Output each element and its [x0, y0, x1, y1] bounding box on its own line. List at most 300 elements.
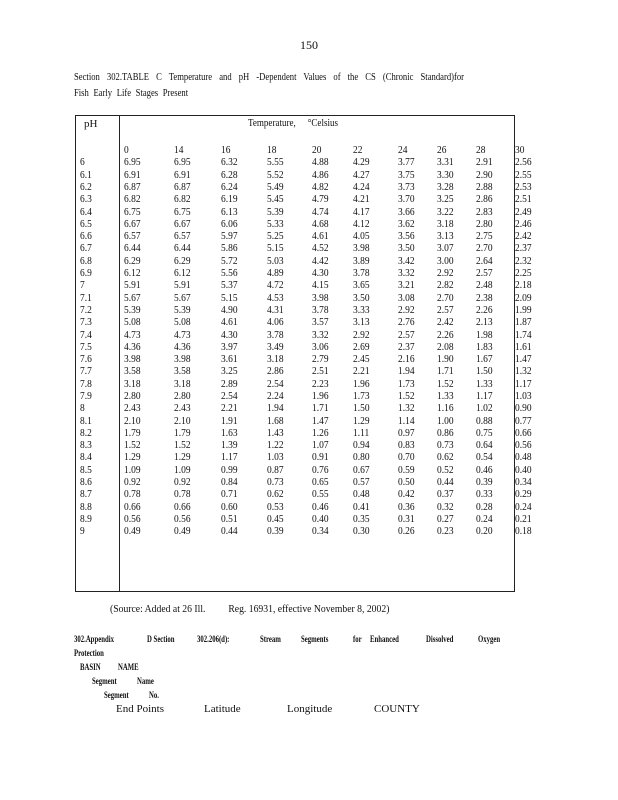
table-row [78, 268, 555, 280]
value-cell [476, 379, 515, 391]
table-row [78, 502, 555, 514]
appendix-title-word: for [353, 634, 362, 644]
value-cell [353, 366, 398, 378]
cs-value: 0.73 [267, 477, 284, 489]
value-cell [122, 256, 174, 268]
value-cell [174, 243, 221, 255]
ph-value: 6.5 [80, 218, 92, 230]
cs-value: 3.89 [353, 255, 370, 267]
value-cell [267, 452, 312, 464]
value-cell [174, 182, 221, 194]
value-cell [221, 465, 267, 477]
value-cell [398, 489, 437, 501]
value-cell [221, 305, 267, 317]
cs-value: 1.50 [476, 366, 493, 378]
value-cell [476, 342, 515, 354]
value-cell [476, 243, 515, 255]
cs-value: 2.69 [353, 341, 370, 353]
value-cell [122, 157, 174, 169]
cs-value: 1.29 [174, 452, 191, 464]
temperature-cell [476, 145, 515, 157]
cs-value: 6.13 [221, 206, 238, 218]
value-cell [476, 428, 515, 440]
ph-value: 8.8 [80, 501, 92, 513]
cs-value: 0.45 [267, 513, 284, 525]
cs-value: 1.71 [437, 366, 454, 378]
cs-value: 0.91 [312, 452, 329, 464]
value-cell [221, 256, 267, 268]
value-cell [353, 391, 398, 403]
temperature-cell [515, 145, 555, 157]
cs-value: 5.33 [267, 218, 284, 230]
cs-value: 0.32 [437, 501, 454, 513]
cs-value: 1.94 [398, 366, 415, 378]
value-cell [437, 231, 476, 243]
value-cell [476, 403, 515, 415]
value-cell [353, 256, 398, 268]
value-cell [437, 157, 476, 169]
ph-value: 8.9 [80, 513, 92, 525]
cs-value: 3.22 [437, 206, 454, 218]
cs-value: 0.62 [437, 452, 454, 464]
value-cell [476, 366, 515, 378]
cs-value: 4.27 [353, 169, 370, 181]
cs-value: 6.57 [124, 231, 141, 243]
cs-value: 4.30 [312, 268, 329, 280]
ph-value: 6.9 [80, 268, 92, 280]
value-cell [312, 206, 353, 218]
value-cell [221, 293, 267, 305]
value-cell [174, 342, 221, 354]
cs-value: 2.45 [353, 354, 370, 366]
cs-value: 1.47 [515, 354, 532, 366]
cs-value: 1.74 [515, 329, 532, 341]
temperature-unit-label: °Celsius [307, 118, 339, 129]
cs-value: 2.76 [398, 317, 415, 329]
value-cell [221, 280, 267, 292]
source-note-part2: Reg. 16931, effective November 8, 2002) [228, 603, 390, 615]
appendix-title-word: Enhanced [370, 634, 399, 644]
ph-cell [78, 502, 122, 514]
cs-value: 1.39 [221, 440, 238, 452]
cs-value: 2.80 [124, 390, 141, 402]
ph-value: 7.4 [80, 329, 92, 341]
ph-cell [78, 489, 122, 501]
value-cell [174, 219, 221, 231]
cs-value: 2.75 [476, 231, 493, 243]
ph-cell [78, 366, 122, 378]
cs-value: 1.63 [221, 427, 238, 439]
value-cell [398, 219, 437, 231]
value-cell [221, 391, 267, 403]
value-cell [221, 514, 267, 526]
cs-value: 2.10 [174, 415, 191, 427]
cs-value: 0.55 [312, 489, 329, 501]
temperature-header [248, 118, 338, 129]
value-cell [515, 194, 555, 206]
cs-value: 5.08 [124, 317, 141, 329]
cs-value: 6.12 [174, 268, 191, 280]
page-number: 150 [300, 38, 318, 52]
value-cell [398, 157, 437, 169]
value-cell [267, 477, 312, 489]
value-cell [312, 477, 353, 489]
cs-value: 1.22 [267, 440, 284, 452]
cs-value: 3.97 [221, 341, 238, 353]
cs-value: 2.70 [476, 243, 493, 255]
value-cell [515, 428, 555, 440]
value-cell [312, 440, 353, 452]
value-cell [122, 317, 174, 329]
cs-value: 3.06 [312, 341, 329, 353]
cs-value: 1.67 [476, 354, 493, 366]
cs-value: 0.41 [353, 501, 370, 513]
value-cell [221, 403, 267, 415]
cs-value: 3.13 [353, 317, 370, 329]
value-cell [122, 206, 174, 218]
cs-value: 6.87 [174, 181, 191, 193]
cs-value: 0.73 [437, 440, 454, 452]
table-row [78, 170, 555, 182]
appendix-title-word: Dissolved [426, 634, 454, 644]
value-cell [476, 452, 515, 464]
cs-value: 2.80 [174, 390, 191, 402]
cs-value: 0.66 [515, 427, 532, 439]
cs-value: 2.89 [221, 378, 238, 390]
cs-value: 2.38 [476, 292, 493, 304]
cs-value: 1.29 [124, 452, 141, 464]
cs-value: 2.91 [476, 157, 493, 169]
cs-value: 4.86 [312, 169, 329, 181]
ph-value: 8.5 [80, 464, 92, 476]
cs-value: 5.03 [267, 255, 284, 267]
temperature-value: 18 [267, 145, 277, 157]
value-cell [174, 379, 221, 391]
value-cell [267, 194, 312, 206]
cs-value: 3.61 [221, 354, 238, 366]
cs-value: 0.64 [476, 440, 493, 452]
cs-value: 2.57 [476, 268, 493, 280]
value-cell [174, 391, 221, 403]
cs-value: 5.55 [267, 157, 284, 169]
ph-cell [78, 440, 122, 452]
cs-value: 2.32 [515, 255, 532, 267]
ph-cell [78, 194, 122, 206]
cs-value: 4.36 [124, 341, 141, 353]
value-cell [267, 219, 312, 231]
cs-value: 0.24 [515, 501, 532, 513]
value-cell [312, 428, 353, 440]
table-row [78, 206, 555, 218]
value-cell [221, 354, 267, 366]
ph-cell [78, 182, 122, 194]
cs-value: 0.83 [398, 440, 415, 452]
ph-value: 7.2 [80, 304, 92, 316]
value-cell [398, 243, 437, 255]
cs-value: 5.56 [221, 268, 238, 280]
column-latitude: Latitude [204, 703, 241, 715]
ph-value: 7.1 [80, 292, 92, 304]
table-row [78, 465, 555, 477]
temperature-cell [122, 145, 174, 157]
cs-value: 6.82 [174, 194, 191, 206]
value-cell [267, 256, 312, 268]
cs-value: 5.67 [174, 292, 191, 304]
table-row [78, 305, 555, 317]
value-cell [312, 489, 353, 501]
value-cell [398, 403, 437, 415]
cs-value: 0.75 [476, 427, 493, 439]
ph-value: 7.8 [80, 378, 92, 390]
value-cell [353, 489, 398, 501]
value-cell [476, 354, 515, 366]
value-cell [174, 416, 221, 428]
value-cell [221, 243, 267, 255]
value-cell [174, 514, 221, 526]
temperature-cell [437, 145, 476, 157]
cs-value: 5.49 [267, 181, 284, 193]
cs-value: 3.73 [398, 181, 415, 193]
value-cell [515, 182, 555, 194]
value-cell [398, 391, 437, 403]
value-cell [353, 465, 398, 477]
value-cell [476, 502, 515, 514]
cs-value: 1.61 [515, 341, 532, 353]
value-cell [476, 293, 515, 305]
value-cell [312, 379, 353, 391]
value-cell [312, 502, 353, 514]
value-cell [312, 305, 353, 317]
value-cell [437, 452, 476, 464]
value-cell [122, 465, 174, 477]
ph-cell [78, 514, 122, 526]
value-cell [476, 206, 515, 218]
value-cell [437, 366, 476, 378]
cs-value: 6.29 [174, 255, 191, 267]
cs-value: 3.56 [398, 231, 415, 243]
cs-value: 0.40 [515, 464, 532, 476]
value-cell [398, 502, 437, 514]
value-cell [437, 440, 476, 452]
ph-value: 7.7 [80, 366, 92, 378]
value-cell [515, 305, 555, 317]
value-cell [221, 477, 267, 489]
cs-value: 4.05 [353, 231, 370, 243]
cs-value: 5.45 [267, 194, 284, 206]
value-cell [476, 268, 515, 280]
cs-value: 1.29 [353, 415, 370, 427]
cs-value: 1.71 [312, 403, 329, 415]
appendix-name2-label: Name [137, 676, 154, 686]
temperature-cell [174, 145, 221, 157]
cs-value: 2.26 [476, 304, 493, 316]
cs-value: 0.78 [174, 489, 191, 501]
cs-value: 3.32 [312, 329, 329, 341]
cs-value: 0.50 [398, 477, 415, 489]
value-cell [267, 157, 312, 169]
cs-value: 0.46 [476, 464, 493, 476]
value-cell [437, 194, 476, 206]
cs-value: 3.66 [398, 206, 415, 218]
cs-value: 1.50 [353, 403, 370, 415]
cs-value: 3.07 [437, 243, 454, 255]
value-cell [122, 182, 174, 194]
cs-value: 1.68 [267, 415, 284, 427]
value-cell [437, 170, 476, 182]
cs-value: 0.48 [515, 452, 532, 464]
temperature-cell [221, 145, 267, 157]
temperature-value: 24 [398, 145, 408, 157]
value-cell [174, 317, 221, 329]
ph-value: 7 [80, 280, 85, 292]
value-cell [174, 366, 221, 378]
value-cell [515, 293, 555, 305]
cs-value: 6.57 [174, 231, 191, 243]
ph-cell [78, 526, 122, 538]
cs-value: 2.09 [515, 292, 532, 304]
value-cell [267, 428, 312, 440]
value-cell [515, 465, 555, 477]
value-cell [476, 194, 515, 206]
table-row [78, 157, 555, 169]
cs-value: 3.58 [174, 366, 191, 378]
cs-value: 4.42 [312, 255, 329, 267]
cs-value: 4.82 [312, 181, 329, 193]
cs-value: 0.84 [221, 477, 238, 489]
cs-value: 0.37 [437, 489, 454, 501]
source-note [110, 603, 389, 615]
table-row [78, 489, 555, 501]
value-cell [476, 465, 515, 477]
value-cell [267, 231, 312, 243]
cs-value: 0.99 [221, 464, 238, 476]
cs-value: 1.00 [437, 415, 454, 427]
value-cell [267, 182, 312, 194]
cs-value: 3.50 [398, 243, 415, 255]
appendix-title-word: Oxygen [478, 634, 501, 644]
value-cell [174, 403, 221, 415]
cs-value: 5.15 [267, 243, 284, 255]
cs-value: 0.70 [398, 452, 415, 464]
value-cell [174, 329, 221, 341]
ph-value: 6.1 [80, 169, 92, 181]
table-row [78, 256, 555, 268]
ph-value: 7.3 [80, 317, 92, 329]
cs-value: 0.39 [476, 477, 493, 489]
cs-value: 3.18 [437, 218, 454, 230]
table-row [78, 280, 555, 292]
value-cell [221, 366, 267, 378]
cs-value: 4.68 [312, 218, 329, 230]
cs-value: 4.24 [353, 181, 370, 193]
cs-value: 1.90 [437, 354, 454, 366]
table-row [78, 329, 555, 341]
value-cell [122, 342, 174, 354]
cs-value: 0.24 [476, 513, 493, 525]
cs-value: 0.65 [312, 477, 329, 489]
value-cell [267, 268, 312, 280]
cs-value: 1.52 [124, 440, 141, 452]
value-cell [437, 206, 476, 218]
value-cell [174, 489, 221, 501]
cs-value: 6.44 [174, 243, 191, 255]
value-cell [353, 157, 398, 169]
value-cell [174, 428, 221, 440]
value-cell [122, 403, 174, 415]
value-cell [221, 428, 267, 440]
ph-value: 8.4 [80, 452, 92, 464]
cs-value: 0.21 [515, 513, 532, 525]
ph-cell [78, 256, 122, 268]
cs-value: 4.12 [353, 218, 370, 230]
value-cell [122, 440, 174, 452]
cs-value: 2.55 [515, 169, 532, 181]
value-cell [267, 502, 312, 514]
cs-value: 2.21 [353, 366, 370, 378]
ph-value: 6 [80, 157, 85, 169]
value-cell [221, 440, 267, 452]
cs-value: 6.91 [124, 169, 141, 181]
ph-value: 7.5 [80, 341, 92, 353]
value-cell [312, 317, 353, 329]
cs-value: 1.17 [221, 452, 238, 464]
ph-value: 8.2 [80, 427, 92, 439]
cs-value: 0.86 [437, 427, 454, 439]
value-cell [174, 440, 221, 452]
cs-value: 0.52 [437, 464, 454, 476]
cs-value: 1.09 [124, 464, 141, 476]
value-cell [476, 526, 515, 538]
value-cell [437, 526, 476, 538]
cs-value: 2.37 [515, 243, 532, 255]
cs-value: 4.29 [353, 157, 370, 169]
value-cell [221, 157, 267, 169]
cs-value: 0.66 [174, 501, 191, 513]
value-cell [122, 219, 174, 231]
cs-value: 4.53 [267, 292, 284, 304]
ph-value: 8 [80, 403, 85, 415]
column-county: COUNTY [374, 703, 420, 715]
ph-cell [78, 354, 122, 366]
value-cell [398, 194, 437, 206]
value-cell [353, 293, 398, 305]
value-cell [267, 366, 312, 378]
value-cell [122, 452, 174, 464]
value-cell [353, 342, 398, 354]
value-cell [312, 243, 353, 255]
cs-value: 1.03 [267, 452, 284, 464]
value-cell [174, 256, 221, 268]
temperature-value: 20 [312, 145, 322, 157]
cs-value: 6.24 [221, 181, 238, 193]
cs-value: 1.91 [221, 415, 238, 427]
cs-value: 5.91 [124, 280, 141, 292]
cs-value: 3.42 [398, 255, 415, 267]
cs-value: 2.79 [312, 354, 329, 366]
table-row [78, 391, 555, 403]
value-cell [353, 514, 398, 526]
ph-column-header: pH [84, 118, 98, 130]
value-cell [476, 157, 515, 169]
cs-value: 1.99 [515, 304, 532, 316]
value-cell [267, 329, 312, 341]
value-cell [312, 231, 353, 243]
value-cell [353, 403, 398, 415]
value-cell [398, 514, 437, 526]
cs-value: 2.57 [398, 329, 415, 341]
value-cell [437, 477, 476, 489]
table-row [78, 194, 555, 206]
